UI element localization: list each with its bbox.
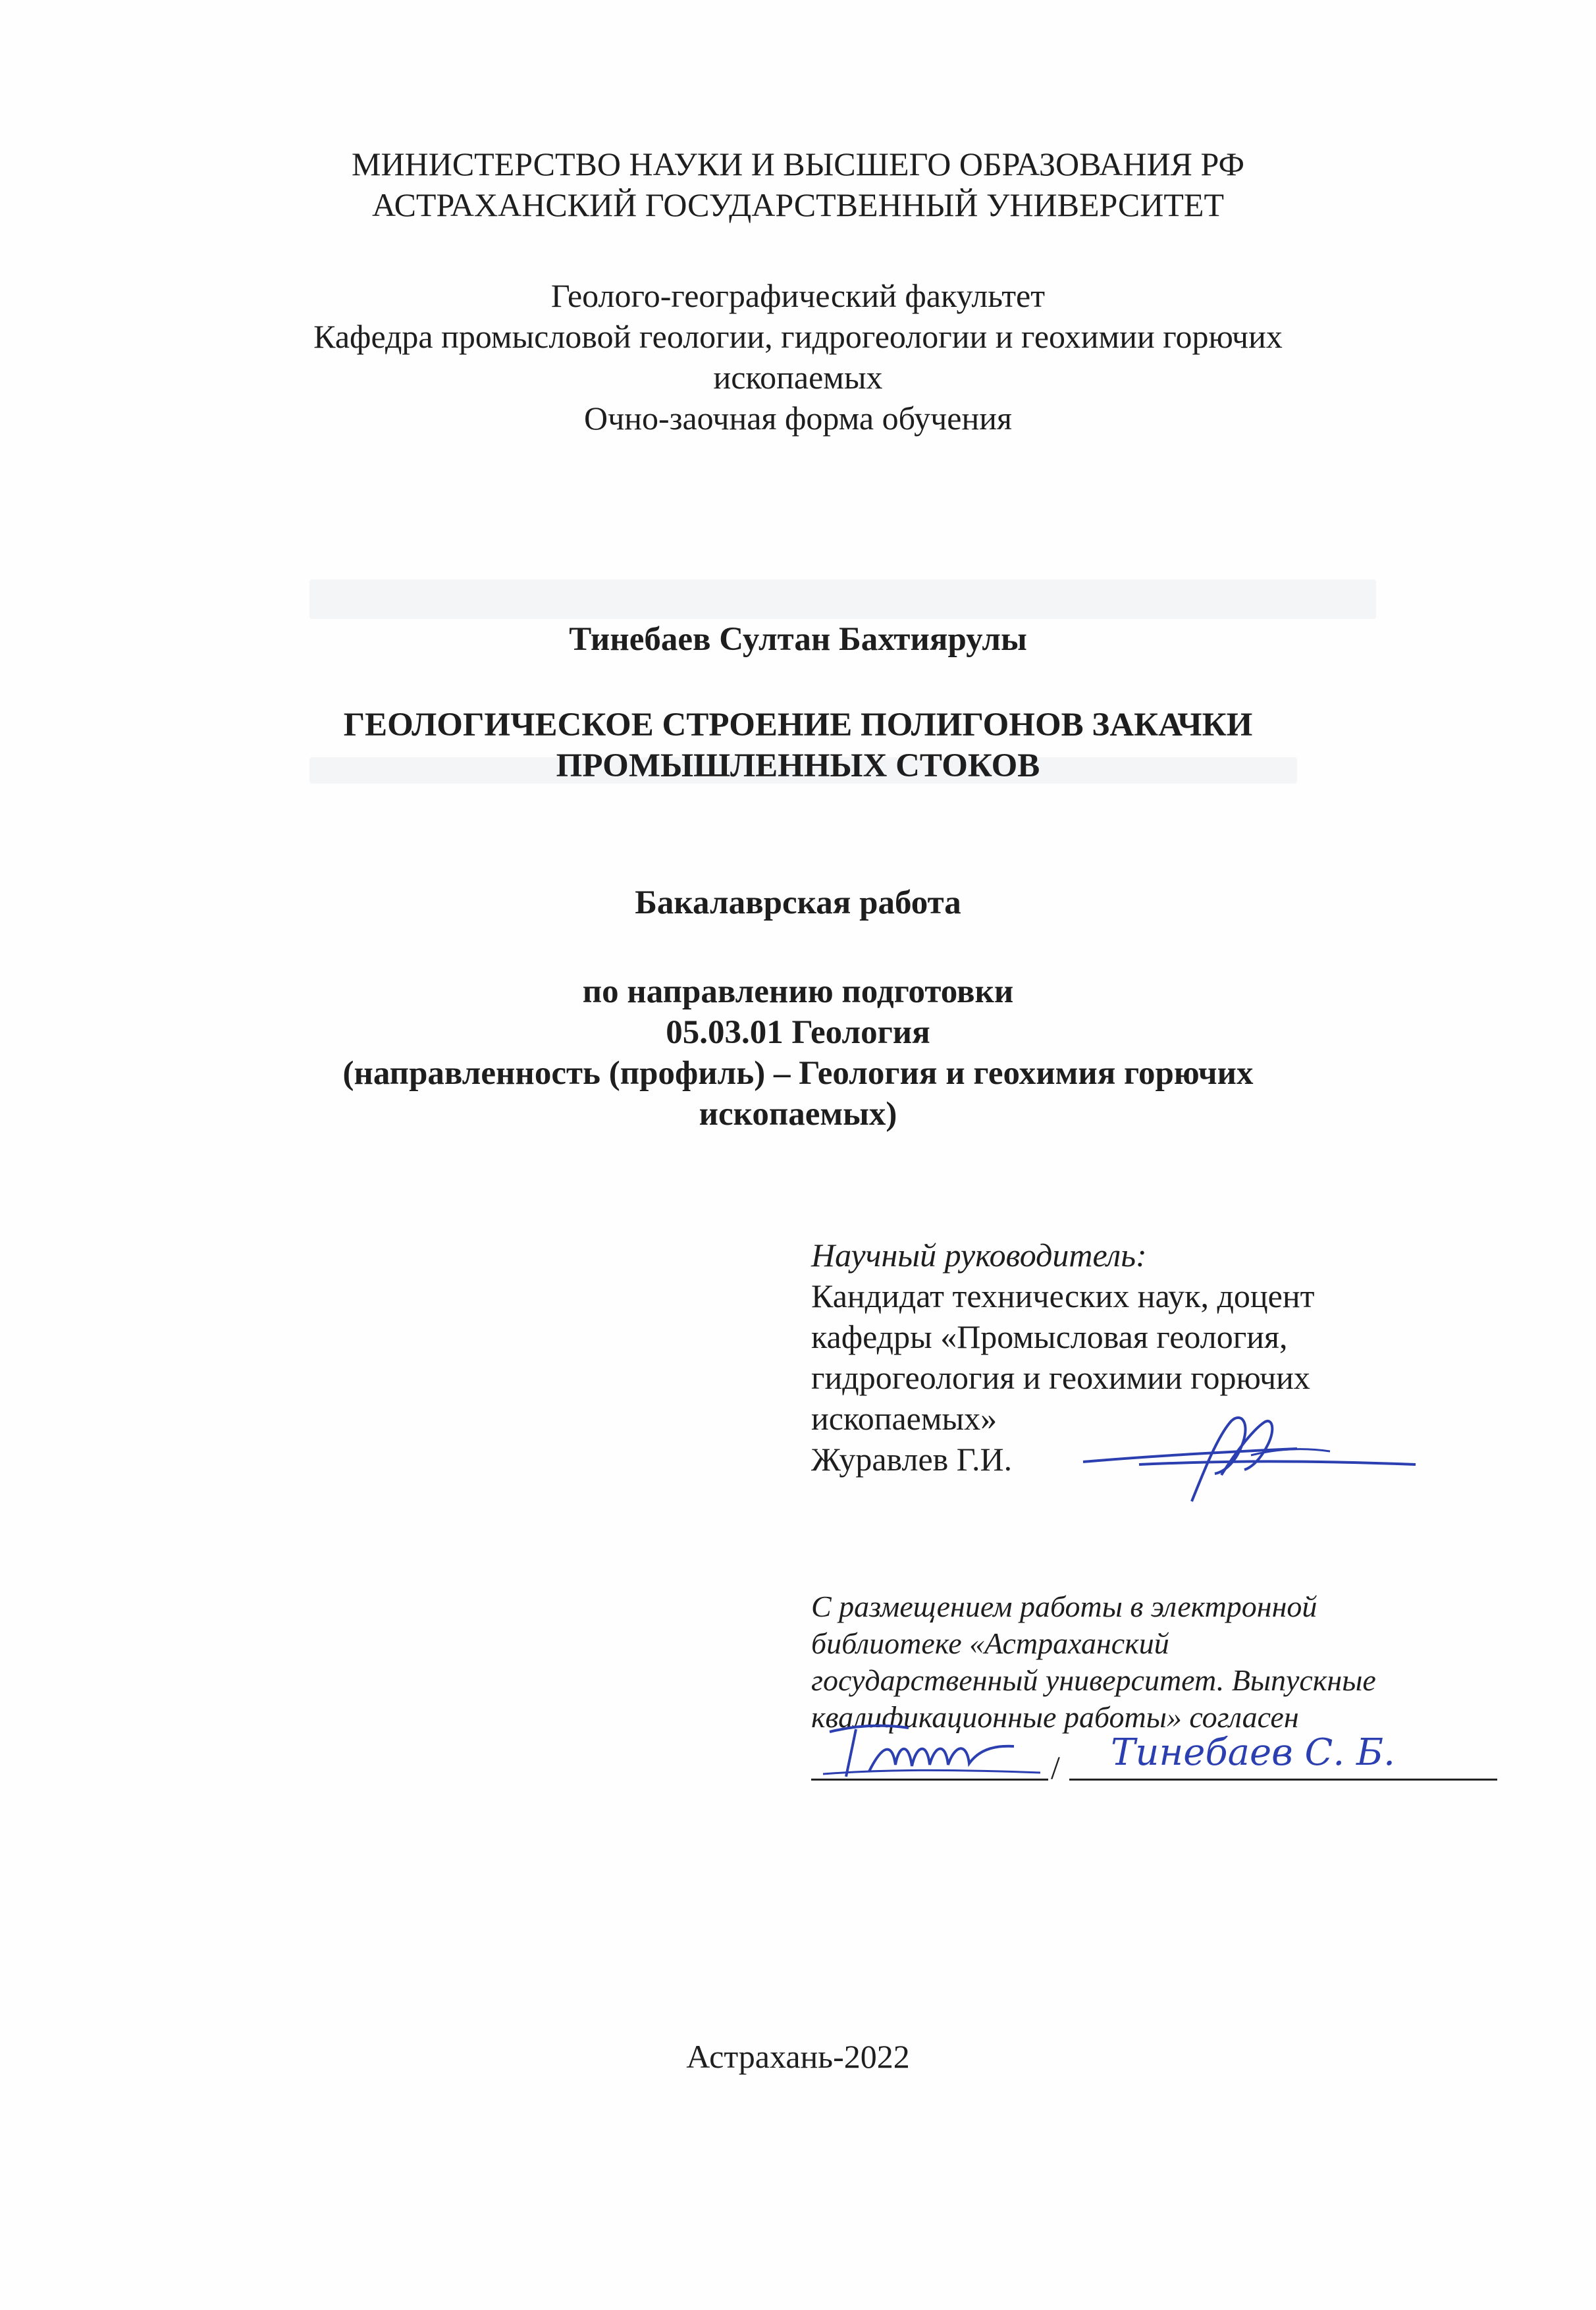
direction-block	[0, 971, 1596, 1135]
city-year: Астрахань-2022	[686, 2038, 910, 2075]
profile-line2: ископаемых)	[699, 1096, 897, 1133]
thesis-title-line2: ПРОМЫШЛЕННЫХ СТОКОВ	[556, 747, 1040, 784]
scan-artifact	[309, 579, 1376, 619]
consent-line2: библиотеке «Астраханский	[811, 1626, 1169, 1660]
header	[0, 144, 1596, 225]
name-underline	[1069, 1779, 1497, 1781]
author-name: Тинебаев Султан Бахтиярулы	[569, 621, 1027, 658]
signature-separator: /	[1051, 1749, 1060, 1786]
supervisor-department-line1: кафедры «Промысловая геология,	[811, 1318, 1288, 1355]
faculty-block	[0, 275, 1596, 439]
direction-label: по направлению подготовки	[582, 973, 1014, 1010]
university-name: АСТРАХАНСКИЙ ГОСУДАРСТВЕННЫЙ УНИВЕРСИТЕТ	[371, 186, 1225, 223]
supervisor-department-line2: гидрогеология и геохимии горючих	[811, 1359, 1310, 1396]
profile-line1: (направленность (профиль) – Геология и геохимия горючих	[342, 1055, 1254, 1092]
department-name-line2: ископаемых	[713, 359, 883, 396]
study-form: Очно-заочная форма обучения	[584, 400, 1012, 437]
supervisor-label: Научный руководитель:	[811, 1237, 1147, 1274]
supervisor-signature	[1080, 1409, 1422, 1508]
faculty-name: Геолого-географический факультет	[550, 277, 1046, 314]
work-type: Бакалаврская работа	[635, 884, 961, 921]
consent-line4: квалификационные работы» согласен	[811, 1700, 1299, 1734]
handwritten-name: Тинебаев С. Б.	[1111, 1731, 1395, 1774]
thesis-title-line1: ГЕОЛОГИЧЕСКОЕ СТРОЕНИЕ ПОЛИГОНОВ ЗАКАЧКИ	[343, 707, 1253, 743]
supervisor-department-line3: ископаемых»	[811, 1400, 998, 1437]
consent-line1: С размещением работы в электронной	[811, 1590, 1317, 1623]
consent-line3: государственный университет. Выпускные	[811, 1663, 1376, 1697]
supervisor-name: Журавлев Г.И.	[811, 1441, 1013, 1478]
author-signature	[816, 1706, 1053, 1785]
supervisor-degree: Кандидат технических наук, доцент	[811, 1277, 1315, 1314]
direction-code: 05.03.01 Геология	[666, 1014, 930, 1051]
thesis-title	[0, 705, 1596, 786]
department-name-line1: Кафедра промысловой геологии, гидрогеологии и геохимии горючих	[313, 318, 1283, 355]
ministry-name: МИНИСТЕРСТВО НАУКИ И ВЫСШЕГО ОБРАЗОВАНИЯ РФ	[352, 146, 1244, 182]
